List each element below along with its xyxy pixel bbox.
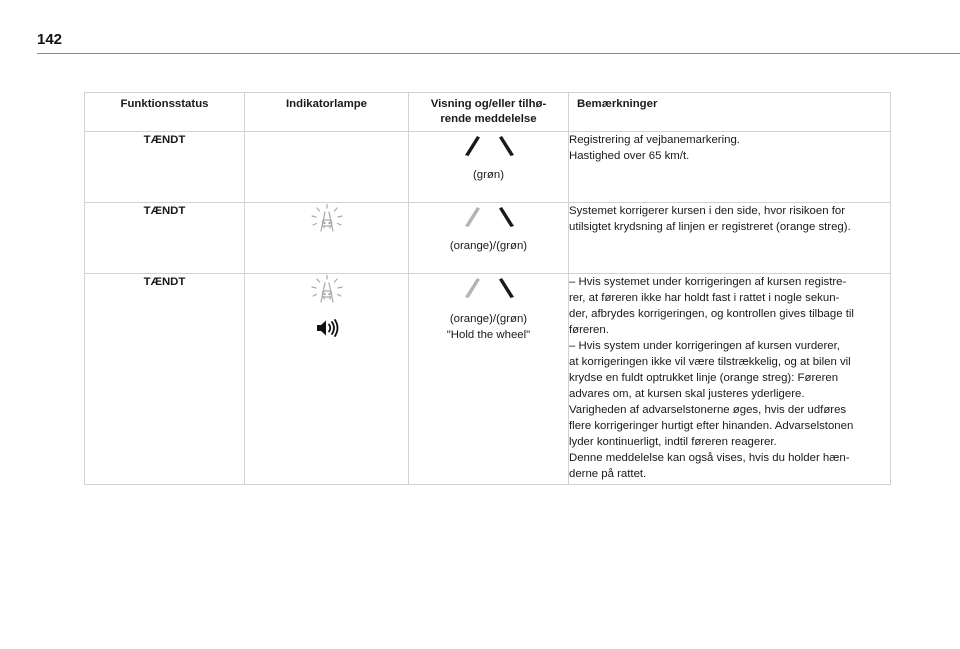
header-funktionsstatus: Funktionsstatus [85,93,245,132]
remark-line: der, afbrydes korrigeringen, og kontrollen gives tilbage til [569,308,854,320]
remark-line: utilsigtet krydsning af linjen er registreret (orange streg). [569,221,851,233]
remarks-cell [569,132,891,203]
header-visning-line: rende meddelelse [440,113,537,125]
header-indikatorlampe: Indikatorlampe [245,93,409,132]
header-bemaerkninger: Bemærkninger [569,93,891,132]
remark-line: Varigheden af advarselstonerne øges, hvis der udføres [569,404,847,416]
display-text: (orange)/(grøn) [449,313,528,325]
remark-line: rer, at føreren ikke har holdt fast i rattet i nogle sekun- [569,292,840,304]
status-cell: TÆNDT [85,132,245,203]
remark-line: advares om, at kursen skal justeres yderligere. [569,388,805,400]
function-status-table [84,92,891,485]
status-cell: TÆNDT [85,274,245,485]
lamp-cell [245,203,409,274]
remark-line: – Hvis system under korrigeringen af kursen vurderer, [569,340,840,352]
remark-line: Denne meddelelse kan også vises, hvis du holder hæn- [569,452,850,464]
remark-line: – Hvis systemet under korrigeringen af kursen registre- [569,276,847,288]
display-text: (orange)/(grøn) [449,240,528,252]
remark-line: at korrigeringen ikke vil være tilstrækkelig, og at bilen vil [569,356,851,368]
display-text: (grøn) [472,169,504,181]
remark-line: derne på rattet. [569,468,647,480]
remarks-cell [569,203,891,274]
page-number: 142 [37,31,63,48]
table-row [85,203,891,274]
lane-warning-icon [310,203,344,233]
lane-lines-icon [457,132,521,158]
remarks-cell [569,274,891,485]
speaker-icon [315,318,339,338]
remark-line: flere korrigeringer hurtigt efter hinanden. Advarselstonen [569,420,854,432]
header-visning [409,93,569,132]
remark-line: Systemet korrigerer kursen i den side, hvor risikoen for [569,205,846,217]
display-cell [409,274,569,485]
display-cell [409,203,569,274]
header-visning-line: Visning og/eller tilhø- [430,98,547,110]
remark-line: lyder kontinuerligt, indtil føreren reagerer. [569,436,777,448]
display-text: "Hold the wheel" [446,329,531,341]
display-cell [409,132,569,203]
lane-lines-icon [457,274,521,300]
lamp-cell [245,274,409,485]
remark-line: Hastighed over 65 km/t. [569,150,690,162]
table-row [85,132,891,203]
header-rule [37,53,960,54]
remark-line: krydse en fuldt optrukket linje (orange streg): Føreren [569,372,839,384]
remark-line: Registrering af vejbanemarkering. [569,134,740,146]
remark-line: føreren. [569,324,609,336]
table-header-row [85,93,891,132]
lamp-cell [245,132,409,203]
lane-lines-icon [457,203,521,229]
table-row [85,274,891,485]
lane-warning-icon [310,274,344,304]
status-cell: TÆNDT [85,203,245,274]
